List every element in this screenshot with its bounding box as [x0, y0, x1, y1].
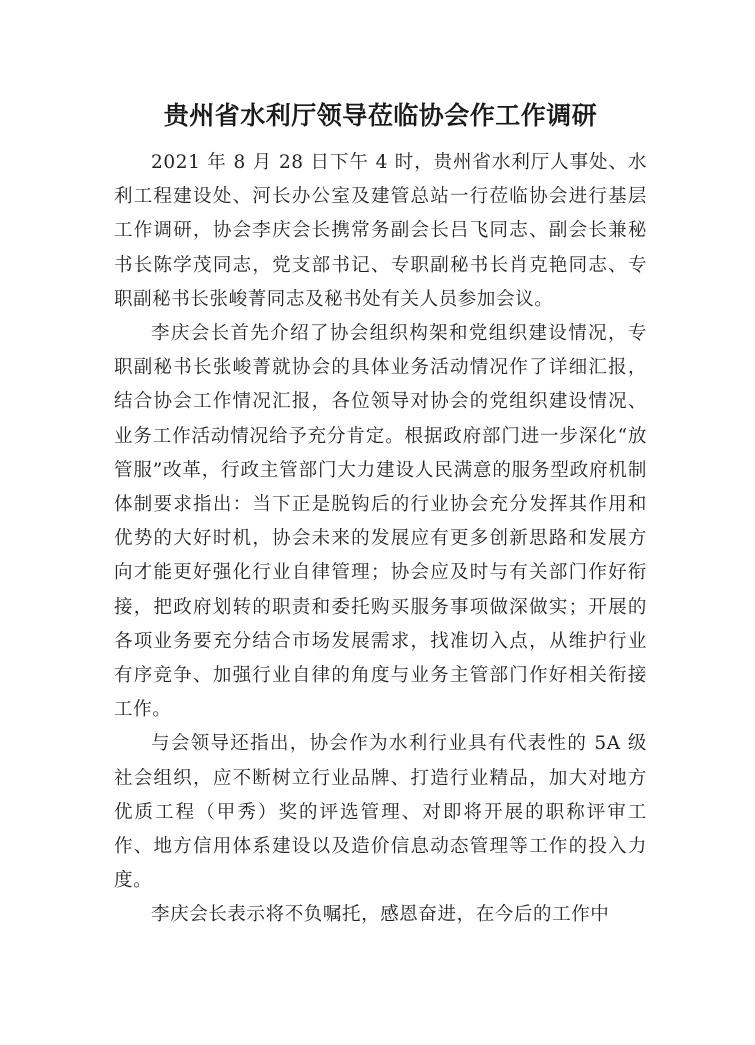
paragraph-3: 与会领导还指出，协会作为水利行业具有代表性的 5A 级社会组织，应不断树立行业品牌、打造行业精品，加大对地方优质工程（甲秀）奖的评选管理、对即将开展的职称评审工作、地方信用体系建设以及造价信息动态管理等工作的投入力度。 [114, 733, 647, 892]
paragraph-4: 李庆会长表示将不负嘱托，感恩奋进，在今后的工作中 [151, 904, 610, 926]
paragraph-2: 李庆会长首先介绍了协会组织构架和党组织建设情况，专职副秘书长张峻菁就协会的具体业务活动情况作了详细汇报，结合协会工作情况汇报，各位领导对协会的党组织建设情况、业务工作活动情况给予充分肯定。根据政府部门进一步深化“放管服”改革，行政主管部门大力建设人民满意的服务型政府机制体制要求指出：当下正是脱钩后的行业协会充分发挥其作用和优势的大好时机，协会未来的发展应有更多创新思路和发展方向才能更好强化行业自律管理；协会应及时与有关部门作好衔接，把政府划转的职责和委托购买服务事项做深做实；开展的各项业务要充分结合市场发展需求，找准切入点，从维护行业有序竞争、加强行业自律的角度与业务主管部门作好相关衔接工作。 [114, 323, 647, 721]
paragraph-1: 2021 年 8 月 28 日下午 4 时，贵州省水利厅人事处、水利工程建设处、河长办公室及建管总站一行莅临协会进行基层工作调研，协会李庆会长携常务副会长吕飞同志、副会长兼秘书长陈学茂同志，党支部书记、专职副秘书长肖克艳同志、专职副秘书长张峻菁同志及秘书处有关人员参加会议。 [114, 152, 647, 310]
document-title: 贵州省水利厅领导莅临协会作工作调研 [163, 101, 598, 130]
